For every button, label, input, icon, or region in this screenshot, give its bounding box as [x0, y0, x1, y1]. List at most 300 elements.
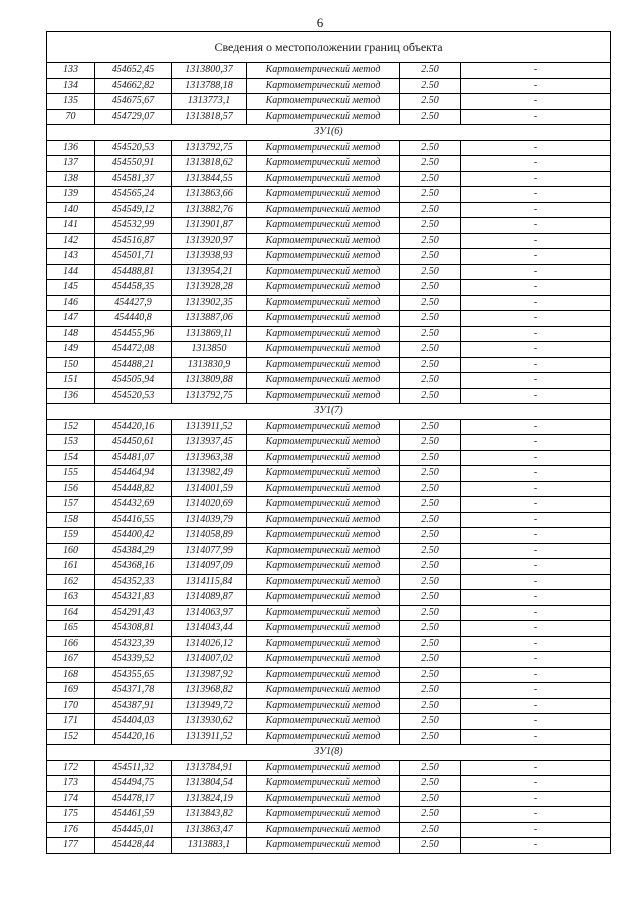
dash-cell: -	[461, 512, 611, 528]
point-number: 142	[47, 233, 95, 249]
dash-cell: -	[461, 249, 611, 265]
table-row	[47, 249, 611, 265]
method-cell: Картометрический метод	[247, 543, 400, 559]
coordinate-x: 454371,78	[95, 683, 172, 699]
table-row	[47, 233, 611, 249]
coordinate-y: 1313843,82	[172, 807, 247, 823]
method-cell: Картометрический метод	[247, 822, 400, 838]
point-number: 159	[47, 528, 95, 544]
coordinate-y: 1314058,89	[172, 528, 247, 544]
table-row	[47, 698, 611, 714]
coordinate-x: 454400,42	[95, 528, 172, 544]
dash-cell: -	[461, 497, 611, 513]
coordinate-y: 1313850	[172, 342, 247, 358]
method-cell: Картометрический метод	[247, 78, 400, 94]
table-row	[47, 574, 611, 590]
table-row	[47, 683, 611, 699]
table-row	[47, 140, 611, 156]
table-row	[47, 357, 611, 373]
dash-cell: -	[461, 388, 611, 404]
table-row	[47, 466, 611, 482]
section-header-row	[47, 125, 611, 141]
method-cell: Картометрический метод	[247, 621, 400, 637]
table-row	[47, 838, 611, 854]
coordinate-x: 454352,33	[95, 574, 172, 590]
accuracy-cell: 2.50	[400, 171, 461, 187]
method-cell: Картометрический метод	[247, 311, 400, 327]
coordinate-x: 454404,03	[95, 714, 172, 730]
accuracy-cell: 2.50	[400, 357, 461, 373]
accuracy-cell: 2.50	[400, 280, 461, 296]
coordinate-x: 454729,07	[95, 109, 172, 125]
point-number: 138	[47, 171, 95, 187]
coordinate-y: 1314077,99	[172, 543, 247, 559]
coordinate-y: 1313784,91	[172, 760, 247, 776]
accuracy-cell: 2.50	[400, 450, 461, 466]
method-cell: Картометрический метод	[247, 187, 400, 203]
dash-cell: -	[461, 419, 611, 435]
table-row	[47, 776, 611, 792]
point-number: 161	[47, 559, 95, 575]
point-number: 70	[47, 109, 95, 125]
coordinate-x: 454427,9	[95, 295, 172, 311]
coordinate-y: 1313937,45	[172, 435, 247, 451]
table-row	[47, 652, 611, 668]
point-number: 176	[47, 822, 95, 838]
table-row	[47, 512, 611, 528]
coordinate-x: 454520,53	[95, 140, 172, 156]
section-label: ЗУ1(6)	[47, 125, 611, 141]
accuracy-cell: 2.50	[400, 311, 461, 327]
point-number: 163	[47, 590, 95, 606]
dash-cell: -	[461, 466, 611, 482]
method-cell: Картометрический метод	[247, 342, 400, 358]
dash-cell: -	[461, 574, 611, 590]
coordinate-y: 1313792,75	[172, 388, 247, 404]
coordinate-x: 454321,83	[95, 590, 172, 606]
coordinate-x: 454416,55	[95, 512, 172, 528]
point-number: 149	[47, 342, 95, 358]
point-number: 162	[47, 574, 95, 590]
method-cell: Картометрический метод	[247, 776, 400, 792]
method-cell: Картометрический метод	[247, 466, 400, 482]
coordinate-x: 454339,52	[95, 652, 172, 668]
accuracy-cell: 2.50	[400, 714, 461, 730]
table-row	[47, 497, 611, 513]
dash-cell: -	[461, 559, 611, 575]
table-row	[47, 388, 611, 404]
dash-cell: -	[461, 791, 611, 807]
method-cell: Картометрический метод	[247, 481, 400, 497]
coordinate-y: 1313818,62	[172, 156, 247, 172]
coordinate-x: 454520,53	[95, 388, 172, 404]
coordinate-y: 1313818,57	[172, 109, 247, 125]
coordinate-x: 454516,87	[95, 233, 172, 249]
point-number: 150	[47, 357, 95, 373]
accuracy-cell: 2.50	[400, 342, 461, 358]
accuracy-cell: 2.50	[400, 233, 461, 249]
method-cell: Картометрический метод	[247, 760, 400, 776]
section-label: ЗУ1(8)	[47, 745, 611, 761]
table-row	[47, 543, 611, 559]
coordinate-x: 454488,81	[95, 264, 172, 280]
method-cell: Картометрический метод	[247, 512, 400, 528]
point-number: 135	[47, 94, 95, 110]
table-row	[47, 264, 611, 280]
coordinate-x: 454565,24	[95, 187, 172, 203]
accuracy-cell: 2.50	[400, 559, 461, 575]
accuracy-cell: 2.50	[400, 202, 461, 218]
table-row	[47, 187, 611, 203]
point-number: 140	[47, 202, 95, 218]
table-row	[47, 667, 611, 683]
table-row	[47, 760, 611, 776]
point-number: 158	[47, 512, 95, 528]
dash-cell: -	[461, 528, 611, 544]
coordinate-x: 454675,67	[95, 94, 172, 110]
coordinate-y: 1313938,93	[172, 249, 247, 265]
method-cell: Картометрический метод	[247, 357, 400, 373]
coordinate-y: 1313911,52	[172, 419, 247, 435]
table-row	[47, 171, 611, 187]
coordinate-y: 1313788,18	[172, 78, 247, 94]
table-row	[47, 342, 611, 358]
point-number: 136	[47, 140, 95, 156]
dash-cell: -	[461, 683, 611, 699]
coordinate-x: 454488,21	[95, 357, 172, 373]
coordinate-y: 1313809,88	[172, 373, 247, 389]
coordinate-x: 454478,17	[95, 791, 172, 807]
accuracy-cell: 2.50	[400, 838, 461, 854]
dash-cell: -	[461, 202, 611, 218]
dash-cell: -	[461, 714, 611, 730]
table-row	[47, 156, 611, 172]
table-row	[47, 218, 611, 234]
point-number: 151	[47, 373, 95, 389]
coordinate-x: 454511,32	[95, 760, 172, 776]
coordinate-y: 1313804,54	[172, 776, 247, 792]
coordinate-x: 454450,61	[95, 435, 172, 451]
accuracy-cell: 2.50	[400, 218, 461, 234]
coordinate-y: 1313968,82	[172, 683, 247, 699]
table-row	[47, 295, 611, 311]
method-cell: Картометрический метод	[247, 435, 400, 451]
coordinate-x: 454652,45	[95, 63, 172, 79]
coordinate-x: 454440,8	[95, 311, 172, 327]
table-row	[47, 621, 611, 637]
method-cell: Картометрический метод	[247, 714, 400, 730]
coordinate-y: 1313773,1	[172, 94, 247, 110]
method-cell: Картометрический метод	[247, 605, 400, 621]
dash-cell: -	[461, 280, 611, 296]
accuracy-cell: 2.50	[400, 78, 461, 94]
coordinate-x: 454323,39	[95, 636, 172, 652]
coordinate-y: 1313987,92	[172, 667, 247, 683]
point-number: 148	[47, 326, 95, 342]
coordinate-x: 454291,43	[95, 605, 172, 621]
coordinate-x: 454472,08	[95, 342, 172, 358]
dash-cell: -	[461, 776, 611, 792]
point-number: 144	[47, 264, 95, 280]
coordinate-x: 454368,16	[95, 559, 172, 575]
accuracy-cell: 2.50	[400, 543, 461, 559]
table-row	[47, 559, 611, 575]
method-cell: Картометрический метод	[247, 450, 400, 466]
coordinate-x: 454662,82	[95, 78, 172, 94]
accuracy-cell: 2.50	[400, 156, 461, 172]
method-cell: Картометрический метод	[247, 497, 400, 513]
accuracy-cell: 2.50	[400, 373, 461, 389]
method-cell: Картометрический метод	[247, 698, 400, 714]
table-row	[47, 280, 611, 296]
point-number: 156	[47, 481, 95, 497]
point-number: 146	[47, 295, 95, 311]
dash-cell: -	[461, 63, 611, 79]
coordinate-y: 1313949,72	[172, 698, 247, 714]
method-cell: Картометрический метод	[247, 63, 400, 79]
point-number: 167	[47, 652, 95, 668]
section-header-row	[47, 745, 611, 761]
coordinate-x: 454455,96	[95, 326, 172, 342]
accuracy-cell: 2.50	[400, 636, 461, 652]
point-number: 168	[47, 667, 95, 683]
point-number: 155	[47, 466, 95, 482]
dash-cell: -	[461, 807, 611, 823]
accuracy-cell: 2.50	[400, 435, 461, 451]
point-number: 171	[47, 714, 95, 730]
dash-cell: -	[461, 342, 611, 358]
method-cell: Картометрический метод	[247, 590, 400, 606]
method-cell: Картометрический метод	[247, 419, 400, 435]
accuracy-cell: 2.50	[400, 63, 461, 79]
coordinate-y: 1314001,59	[172, 481, 247, 497]
dash-cell: -	[461, 357, 611, 373]
dash-cell: -	[461, 171, 611, 187]
table-row	[47, 822, 611, 838]
point-number: 166	[47, 636, 95, 652]
point-number: 152	[47, 419, 95, 435]
point-number: 177	[47, 838, 95, 854]
point-number: 154	[47, 450, 95, 466]
coordinate-y: 1314063,97	[172, 605, 247, 621]
point-number: 145	[47, 280, 95, 296]
dash-cell: -	[461, 264, 611, 280]
point-number: 152	[47, 729, 95, 745]
table-row	[47, 481, 611, 497]
coordinate-x: 454448,82	[95, 481, 172, 497]
accuracy-cell: 2.50	[400, 683, 461, 699]
coordinate-x: 454387,91	[95, 698, 172, 714]
method-cell: Картометрический метод	[247, 683, 400, 699]
method-cell: Картометрический метод	[247, 109, 400, 125]
coordinate-y: 1314043,44	[172, 621, 247, 637]
point-number: 160	[47, 543, 95, 559]
method-cell: Картометрический метод	[247, 171, 400, 187]
method-cell: Картометрический метод	[247, 295, 400, 311]
coordinate-x: 454550,91	[95, 156, 172, 172]
coordinate-x: 454481,07	[95, 450, 172, 466]
accuracy-cell: 2.50	[400, 481, 461, 497]
table-body	[47, 32, 611, 854]
method-cell: Картометрический метод	[247, 528, 400, 544]
section-header-row	[47, 404, 611, 420]
dash-cell: -	[461, 94, 611, 110]
coordinate-y: 1313869,11	[172, 326, 247, 342]
coordinate-y: 1314026,12	[172, 636, 247, 652]
dash-cell: -	[461, 838, 611, 854]
dash-cell: -	[461, 729, 611, 745]
dash-cell: -	[461, 373, 611, 389]
dash-cell: -	[461, 450, 611, 466]
coordinate-x: 454505,94	[95, 373, 172, 389]
point-number: 136	[47, 388, 95, 404]
coordinate-y: 1313930,62	[172, 714, 247, 730]
coordinate-y: 1313863,66	[172, 187, 247, 203]
table-row	[47, 202, 611, 218]
table-row	[47, 435, 611, 451]
dash-cell: -	[461, 295, 611, 311]
coordinate-x: 454581,37	[95, 171, 172, 187]
coordinate-y: 1313883,1	[172, 838, 247, 854]
coordinate-x: 454384,29	[95, 543, 172, 559]
table-row	[47, 714, 611, 730]
method-cell: Картометрический метод	[247, 652, 400, 668]
dash-cell: -	[461, 667, 611, 683]
boundary-coordinates-table	[46, 31, 611, 854]
coordinate-y: 1313902,35	[172, 295, 247, 311]
accuracy-cell: 2.50	[400, 466, 461, 482]
method-cell: Картометрический метод	[247, 140, 400, 156]
coordinate-y: 1313982,49	[172, 466, 247, 482]
accuracy-cell: 2.50	[400, 528, 461, 544]
accuracy-cell: 2.50	[400, 729, 461, 745]
accuracy-cell: 2.50	[400, 807, 461, 823]
accuracy-cell: 2.50	[400, 264, 461, 280]
table-row	[47, 311, 611, 327]
dash-cell: -	[461, 621, 611, 637]
coordinate-y: 1313844,55	[172, 171, 247, 187]
method-cell: Картометрический метод	[247, 574, 400, 590]
accuracy-cell: 2.50	[400, 497, 461, 513]
table-row	[47, 109, 611, 125]
coordinate-x: 454432,69	[95, 497, 172, 513]
accuracy-cell: 2.50	[400, 698, 461, 714]
table-row	[47, 807, 611, 823]
point-number: 172	[47, 760, 95, 776]
dash-cell: -	[461, 140, 611, 156]
table-row	[47, 373, 611, 389]
dash-cell: -	[461, 543, 611, 559]
accuracy-cell: 2.50	[400, 249, 461, 265]
method-cell: Картометрический метод	[247, 326, 400, 342]
point-number: 141	[47, 218, 95, 234]
table-title-row	[47, 32, 611, 63]
dash-cell: -	[461, 326, 611, 342]
coordinate-x: 454420,16	[95, 419, 172, 435]
coordinate-x: 454494,75	[95, 776, 172, 792]
coordinate-y: 1313792,75	[172, 140, 247, 156]
point-number: 173	[47, 776, 95, 792]
method-cell: Картометрический метод	[247, 280, 400, 296]
coordinate-y: 1313963,38	[172, 450, 247, 466]
table-row	[47, 63, 611, 79]
point-number: 153	[47, 435, 95, 451]
point-number: 137	[47, 156, 95, 172]
section-label: ЗУ1(7)	[47, 404, 611, 420]
accuracy-cell: 2.50	[400, 776, 461, 792]
dash-cell: -	[461, 822, 611, 838]
table-row	[47, 419, 611, 435]
accuracy-cell: 2.50	[400, 605, 461, 621]
accuracy-cell: 2.50	[400, 109, 461, 125]
dash-cell: -	[461, 590, 611, 606]
coordinate-x: 454549,12	[95, 202, 172, 218]
method-cell: Картометрический метод	[247, 667, 400, 683]
page-number: 6	[316, 15, 324, 30]
dash-cell: -	[461, 156, 611, 172]
method-cell: Картометрический метод	[247, 218, 400, 234]
method-cell: Картометрический метод	[247, 791, 400, 807]
method-cell: Картометрический метод	[247, 156, 400, 172]
coordinate-y: 1313800,37	[172, 63, 247, 79]
accuracy-cell: 2.50	[400, 140, 461, 156]
coordinate-y: 1313954,21	[172, 264, 247, 280]
accuracy-cell: 2.50	[400, 94, 461, 110]
accuracy-cell: 2.50	[400, 760, 461, 776]
point-number: 134	[47, 78, 95, 94]
accuracy-cell: 2.50	[400, 822, 461, 838]
coordinate-x: 454355,65	[95, 667, 172, 683]
accuracy-cell: 2.50	[400, 621, 461, 637]
dash-cell: -	[461, 218, 611, 234]
point-number: 157	[47, 497, 95, 513]
dash-cell: -	[461, 698, 611, 714]
coordinate-y: 1313863,47	[172, 822, 247, 838]
method-cell: Картометрический метод	[247, 94, 400, 110]
accuracy-cell: 2.50	[400, 388, 461, 404]
accuracy-cell: 2.50	[400, 326, 461, 342]
dash-cell: -	[461, 481, 611, 497]
method-cell: Картометрический метод	[247, 233, 400, 249]
coordinate-y: 1313824,19	[172, 791, 247, 807]
accuracy-cell: 2.50	[400, 590, 461, 606]
point-number: 170	[47, 698, 95, 714]
table-title: Сведения о местоположении границ объекта	[47, 32, 611, 63]
method-cell: Картометрический метод	[247, 249, 400, 265]
coordinate-x: 454458,35	[95, 280, 172, 296]
method-cell: Картометрический метод	[247, 202, 400, 218]
coordinate-x: 454532,99	[95, 218, 172, 234]
dash-cell: -	[461, 233, 611, 249]
dash-cell: -	[461, 636, 611, 652]
point-number: 175	[47, 807, 95, 823]
coordinate-y: 1314097,09	[172, 559, 247, 575]
point-number: 139	[47, 187, 95, 203]
point-number: 143	[47, 249, 95, 265]
point-number: 133	[47, 63, 95, 79]
method-cell: Картометрический метод	[247, 636, 400, 652]
coordinate-y: 1314007,02	[172, 652, 247, 668]
coordinate-y: 1313920,97	[172, 233, 247, 249]
dash-cell: -	[461, 187, 611, 203]
method-cell: Картометрический метод	[247, 388, 400, 404]
coordinate-x: 454501,71	[95, 249, 172, 265]
accuracy-cell: 2.50	[400, 667, 461, 683]
coordinate-y: 1313901,87	[172, 218, 247, 234]
coordinate-x: 454445,01	[95, 822, 172, 838]
coordinate-y: 1313830,9	[172, 357, 247, 373]
table-row	[47, 528, 611, 544]
